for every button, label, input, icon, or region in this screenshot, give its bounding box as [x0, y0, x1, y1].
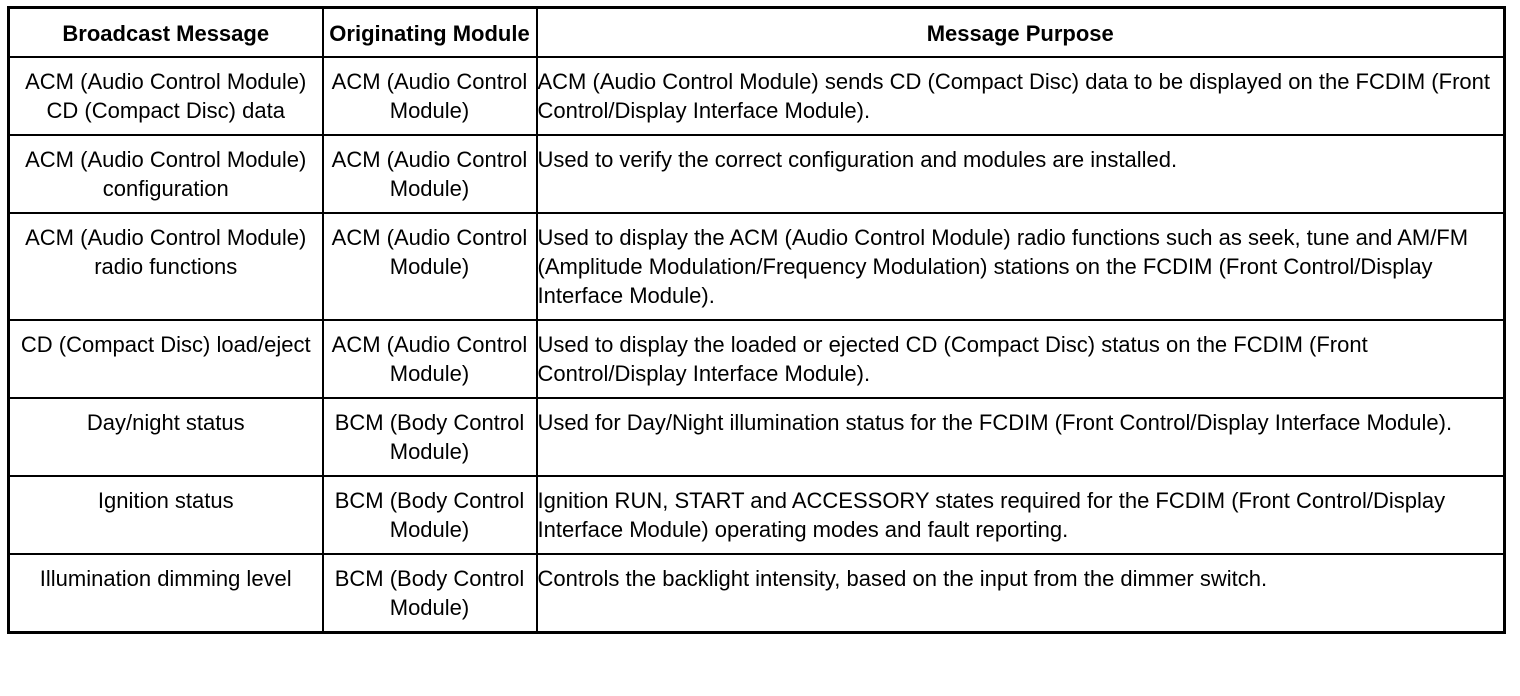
originating-module-cell: ACM (Audio Control Module)	[323, 135, 537, 213]
originating-module-cell: ACM (Audio Control Module)	[323, 57, 537, 135]
originating-module-cell: ACM (Audio Control Module)	[323, 320, 537, 398]
message-purpose-cell: Controls the backlight intensity, based on the input from the dimmer switch.	[537, 554, 1505, 633]
table-row	[9, 398, 1505, 476]
table-row	[9, 476, 1505, 554]
table-row	[9, 213, 1505, 320]
broadcast-message-cell: ACM (Audio Control Module) CD (Compact Disc) data	[9, 57, 323, 135]
header-broadcast-message: Broadcast Message	[9, 8, 323, 58]
message-purpose-cell: Used for Day/Night illumination status for the FCDIM (Front Control/Display Interface Module).	[537, 398, 1505, 476]
broadcast-message-table	[7, 6, 1506, 634]
broadcast-message-cell: ACM (Audio Control Module) configuration	[9, 135, 323, 213]
header-message-purpose: Message Purpose	[537, 8, 1505, 58]
message-purpose-cell: Ignition RUN, START and ACCESSORY states required for the FCDIM (Front Control/Display Interface Module) operating modes and fault reporting.	[537, 476, 1505, 554]
message-purpose-cell: Used to display the loaded or ejected CD (Compact Disc) status on the FCDIM (Front Control/Display Interface Module).	[537, 320, 1505, 398]
broadcast-message-cell: Illumination dimming level	[9, 554, 323, 633]
broadcast-message-cell: Day/night status	[9, 398, 323, 476]
originating-module-cell: BCM (Body Control Module)	[323, 554, 537, 633]
table-row	[9, 135, 1505, 213]
table-header-row	[9, 8, 1505, 58]
header-originating-module: Originating Module	[323, 8, 537, 58]
broadcast-message-cell: Ignition status	[9, 476, 323, 554]
originating-module-cell: BCM (Body Control Module)	[323, 476, 537, 554]
table-row	[9, 320, 1505, 398]
broadcast-message-cell: CD (Compact Disc) load/eject	[9, 320, 323, 398]
message-purpose-cell: Used to display the ACM (Audio Control Module) radio functions such as seek, tune and AM/FM (Amplitude Modulation/Frequency Modulation) stations on the FCDIM (Front Control/Display Interface Module).	[537, 213, 1505, 320]
table-row	[9, 57, 1505, 135]
broadcast-message-cell: ACM (Audio Control Module) radio functions	[9, 213, 323, 320]
message-purpose-cell: Used to verify the correct configuration and modules are installed.	[537, 135, 1505, 213]
originating-module-cell: BCM (Body Control Module)	[323, 398, 537, 476]
message-purpose-cell: ACM (Audio Control Module) sends CD (Compact Disc) data to be displayed on the FCDIM (Front Control/Display Interface Module).	[537, 57, 1505, 135]
originating-module-cell: ACM (Audio Control Module)	[323, 213, 537, 320]
table-row	[9, 554, 1505, 633]
